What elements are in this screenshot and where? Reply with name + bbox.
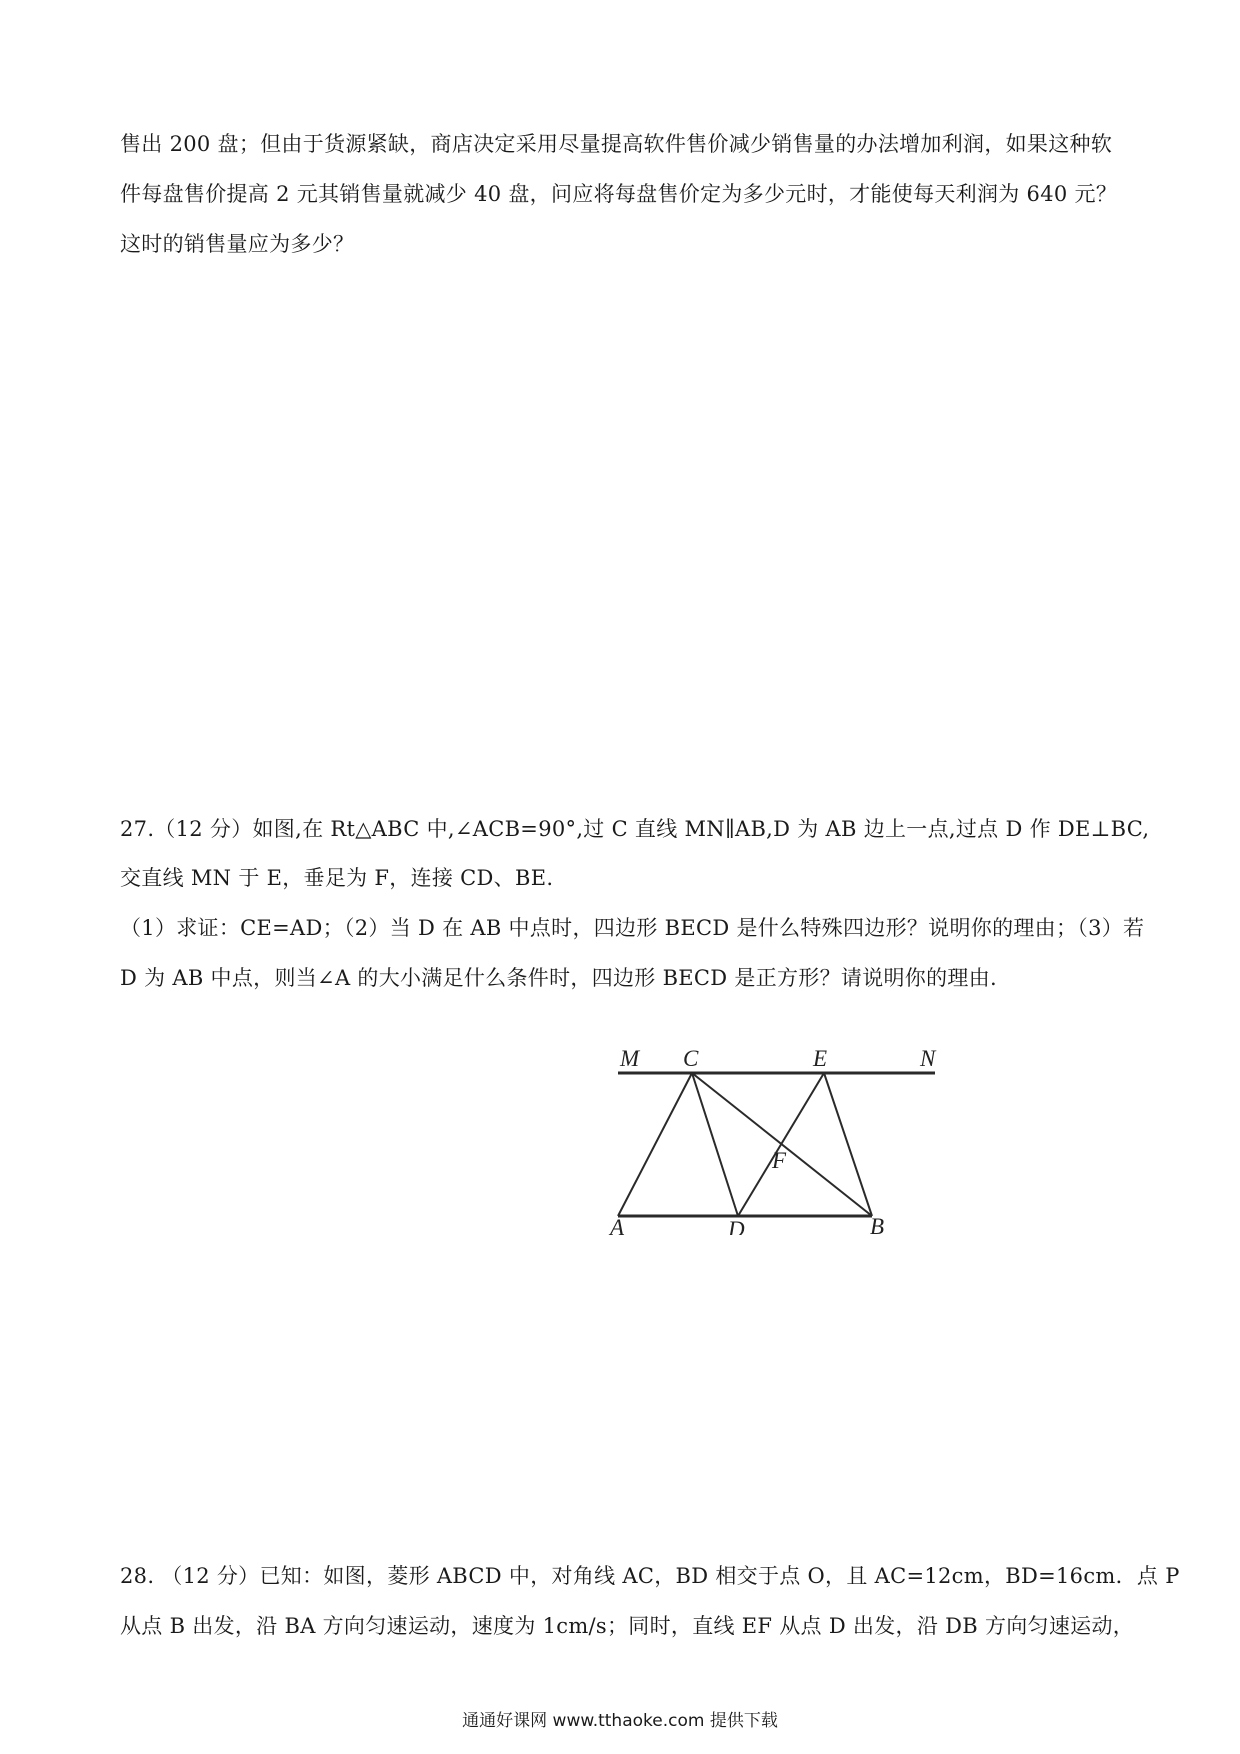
geometry-diagram [600,1035,960,1235]
segment-eb [824,1073,872,1216]
segment-cd [692,1073,738,1216]
label-a: A [610,1215,625,1235]
page-footer: 通通好课网 www.tthaoke.com 提供下载 [462,1711,778,1731]
problem-28-line-2: 从点 B 出发，沿 BA 方向匀速运动，速度为 1cm/s；同时，直线 EF 从点 D 出发，沿 DB 方向匀速运动， [120,1614,1135,1638]
problem-28-line-1: 28. （12 分）已知：如图，菱形 ABCD 中，对角线 AC，BD 相交于点 O，且 AC=12cm，BD=16cm．点 P [120,1564,1180,1588]
problem-27-line-2: 交直线 MN 于 E，垂足为 F，连接 CD、BE. [120,866,554,890]
problem-27-line-3: （1）求证：CE=AD；（2）当 D 在 AB 中点时，四边形 BECD 是什么特殊四边形？说明你的理由；（3）若 [120,916,1145,940]
label-c: C [683,1046,699,1071]
problem-26-line-1: 售出 200 盘；但由于货源紧缺，商店决定采用尽量提高软件售价减少销售量的办法增加利润，如果这种软 [120,132,1113,156]
label-e: E [813,1046,828,1071]
segment-ac [618,1073,692,1216]
problem-26-line-2: 件每盘售价提高 2 元其销售量就减少 40 盘，问应将每盘售价定为多少元时，才能使每天利润为 640 元？ [120,182,1118,206]
problem-26-line-3: 这时的销售量应为多少？ [120,232,355,256]
label-f: F [772,1148,787,1173]
segment-de [738,1073,824,1216]
label-n: N [920,1046,936,1071]
problem-27-line-4: D 为 AB 中点，则当∠A 的大小满足什么条件时，四边形 BECD 是正方形？请说明你的理由. [120,966,997,990]
label-m: M [620,1046,640,1071]
problem-27-line-1: 27.（12 分）如图,在 Rt△ABC 中,∠ACB=90°,过 C 直线 MN∥AB,D 为 AB 边上一点,过点 D 作 DE⊥BC, [120,817,1150,841]
label-b: B [870,1214,885,1235]
geometry-figure [600,1035,960,1239]
label-d: D [728,1217,745,1235]
